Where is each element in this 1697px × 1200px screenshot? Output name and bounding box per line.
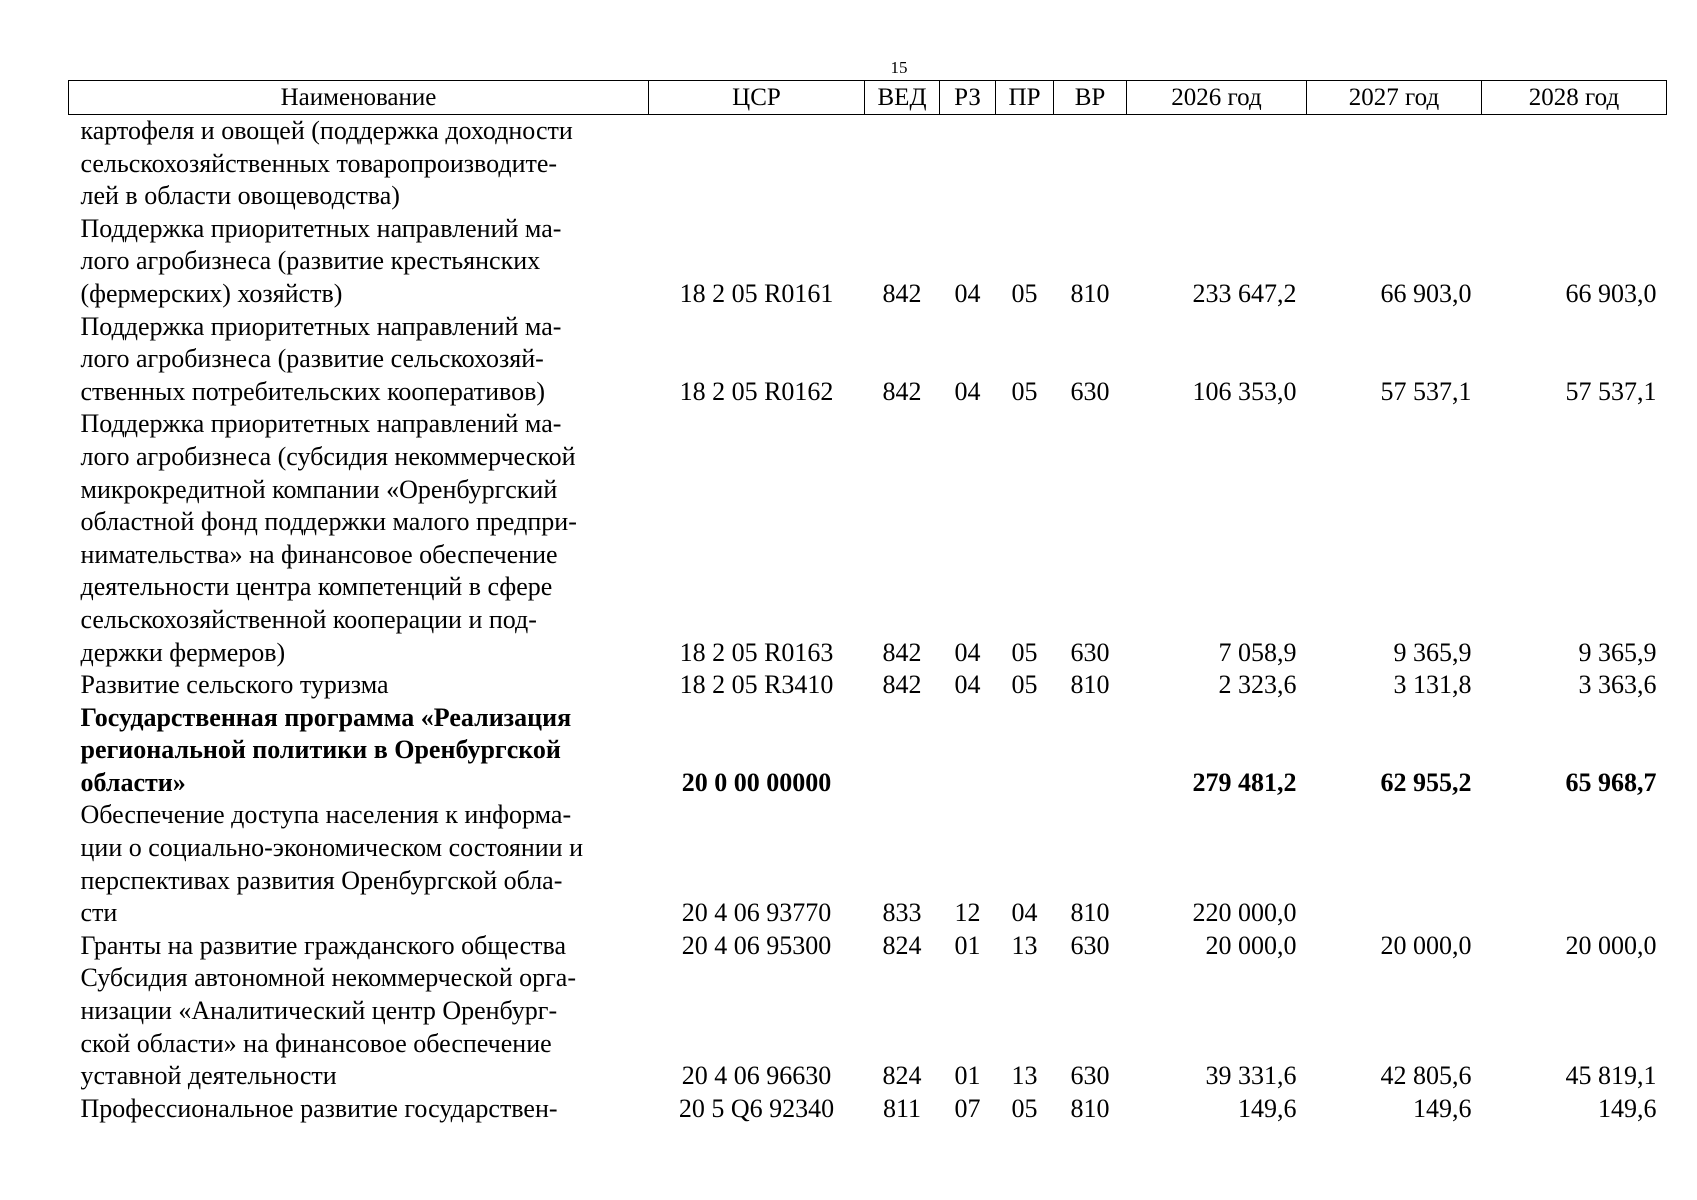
cell-ved: 842 [882,376,922,406]
cell-rz: 04 [954,637,981,667]
name-line: картофеля и овощей (поддержка доходности [80,116,573,145]
cell-vr: 810 [1070,670,1110,700]
cell-csr: 20 4 06 93770 [681,898,832,928]
table-row [69,930,1667,963]
table-row [69,702,1667,800]
table-row [69,115,1667,213]
cell-name [69,311,649,409]
name-line: сти [80,898,118,928]
cell-2028 [1482,799,1667,929]
header-row [69,81,1667,115]
cell-2028: 20 000,0 [1565,930,1657,960]
cell-name [69,115,649,213]
cell-rz [940,115,996,213]
table-row [69,1093,1667,1126]
name-line: низации «Аналитический центр Оренбург- [80,996,558,1026]
cell-pr: 13 [1011,930,1038,960]
name-line: перспективах развития Оренбургской обла- [80,865,563,895]
header-2027: 2027 год [1307,81,1482,115]
cell-2028: 65 968,7 [1565,767,1657,797]
header-pr: ПР [996,81,1054,115]
name-line: лей в области овощеводства) [80,181,400,211]
name-line: области» [80,767,186,797]
cell-vr [1054,702,1127,800]
cell-2026: 20 000,0 [1205,930,1297,960]
cell-2026 [1127,115,1307,213]
cell-2027: 57 537,1 [1380,376,1472,406]
cell-2028: 57 537,1 [1565,376,1657,406]
name-line: ственных потребительских кооперативов) [80,376,546,406]
name-line: сельскохозяйственных товаропроизводите- [80,148,558,178]
cell-vr: 630 [1070,637,1110,667]
table-body [69,115,1667,1126]
header-vr: ВР [1054,81,1127,115]
cell-pr: 04 [1011,898,1038,928]
name-line: Поддержка приоритетных направлений ма- [80,311,562,341]
header-csr: ЦСР [649,81,865,115]
cell-vr: 630 [1070,1061,1110,1091]
cell-2027: 42 805,6 [1380,1061,1472,1091]
cell-rz: 04 [954,670,981,700]
cell-ved: 824 [882,1061,922,1091]
cell-name [69,408,649,669]
cell-rz: 04 [954,278,981,308]
table-row [69,213,1667,311]
cell-csr [649,115,865,213]
cell-2028: 45 819,1 [1565,1061,1657,1091]
cell-ved [865,702,940,800]
table-row [69,311,1667,409]
cell-pr: 05 [1011,670,1038,700]
cell-2026: 39 331,6 [1205,1061,1297,1091]
header-name: Наименование [69,81,649,115]
name-line: микрокредитной компании «Оренбургский [80,474,558,504]
cell-2026: 106 353,0 [1192,376,1297,406]
cell-csr: 20 4 06 96630 [681,1061,832,1091]
name-line: деятельности центра компетенций в сфере [80,572,553,602]
cell-pr: 05 [1011,1093,1038,1123]
name-line: ции о социально-экономическом состоянии и [80,833,583,863]
cell-2028: 66 903,0 [1565,278,1657,308]
cell-2027 [1307,115,1482,213]
cell-vr: 810 [1070,278,1110,308]
cell-ved: 842 [882,670,922,700]
name-line: держки фермеров) [80,637,286,667]
name-line: уставной деятельности [80,1061,337,1091]
cell-ved: 842 [882,278,922,308]
cell-pr: 05 [1011,278,1038,308]
cell-name [69,930,649,963]
name-line: лого агробизнеса (развитие крестьянских [80,246,541,276]
name-line: лого агробизнеса (развитие сельскохозяй- [80,344,544,374]
cell-name [69,1093,649,1126]
cell-name [69,669,649,702]
name-line: Развитие сельского туризма [80,670,389,700]
name-line: Профессиональное развитие государствен- [80,1093,558,1123]
table-row [69,408,1667,669]
name-line: нимательства» на финансовое обеспечение [80,539,558,569]
cell-ved: 842 [882,637,922,667]
cell-ved: 833 [882,898,922,928]
cell-vr: 630 [1070,376,1110,406]
cell-rz [940,702,996,800]
cell-pr: 05 [1011,376,1038,406]
name-line: Субсидия автономной некоммерческой орга- [80,963,576,993]
cell-csr: 20 5 Q6 92340 [678,1093,835,1123]
cell-name [69,799,649,929]
page-number: 15 [890,58,908,77]
name-line: лого агробизнеса (субсидия некоммерческой [80,441,576,471]
table-row [69,962,1667,1092]
cell-vr: 810 [1070,1093,1110,1123]
cell-name [69,702,649,800]
cell-vr: 810 [1070,898,1110,928]
cell-rz: 12 [954,898,981,928]
cell-2026: 2 323,6 [1218,670,1297,700]
header-2028: 2028 год [1482,81,1667,115]
header-2026: 2026 год [1127,81,1307,115]
cell-2028: 149,6 [1598,1093,1657,1123]
cell-2027: 62 955,2 [1380,767,1472,797]
cell-2026: 279 481,2 [1192,767,1297,797]
header-ved: ВЕД [865,81,940,115]
cell-ved [865,115,940,213]
cell-2026: 233 647,2 [1192,278,1297,308]
cell-rz: 01 [954,1061,981,1091]
name-line: региональной политики в Оренбургской [80,735,561,765]
name-line: Государственная программа «Реализация [80,702,572,732]
table-row [69,669,1667,702]
cell-csr: 18 2 05 R3410 [679,670,834,700]
cell-2027: 20 000,0 [1380,930,1472,960]
name-line: Гранты на развитие гражданского общества [80,930,566,960]
cell-2026: 149,6 [1238,1093,1297,1123]
cell-pr: 13 [1011,1061,1038,1091]
cell-2027: 3 131,8 [1393,670,1472,700]
cell-2026: 7 058,9 [1218,637,1297,667]
cell-2027: 66 903,0 [1380,278,1472,308]
cell-csr: 18 2 05 R0162 [679,376,834,406]
cell-2026: 220 000,0 [1192,898,1297,928]
name-line: (фермерских) хозяйств) [80,278,343,308]
name-line: ской области» на финансовое обеспечение [80,1028,552,1058]
cell-ved: 811 [882,1093,922,1123]
name-line: сельскохозяйственной кооперации и под- [80,604,537,634]
cell-2027: 149,6 [1413,1093,1472,1123]
name-line: Поддержка приоритетных направлений ма- [80,213,562,243]
cell-2027 [1307,799,1482,929]
cell-csr: 20 4 06 95300 [681,930,832,960]
cell-pr: 05 [1011,637,1038,667]
cell-pr [996,115,1054,213]
cell-2028: 9 365,9 [1578,637,1657,667]
cell-pr [996,702,1054,800]
cell-name [69,962,649,1092]
cell-csr: 18 2 05 R0163 [679,637,834,667]
cell-name [69,213,649,311]
cell-2028 [1482,115,1667,213]
cell-ved: 824 [882,930,922,960]
cell-csr: 20 0 00 00000 [681,767,832,797]
cell-vr: 630 [1070,930,1110,960]
cell-rz: 04 [954,376,981,406]
budget-table [68,80,1667,1125]
table-row [69,799,1667,929]
cell-rz: 01 [954,930,981,960]
name-line: областной фонд поддержки малого предпри- [80,507,577,537]
cell-2028: 3 363,6 [1578,670,1657,700]
header-rz: РЗ [940,81,996,115]
cell-2027: 9 365,9 [1393,637,1472,667]
cell-rz: 07 [954,1093,981,1123]
name-line: Поддержка приоритетных направлений ма- [80,409,562,439]
name-line: Обеспечение доступа населения к информа- [80,800,572,830]
cell-vr [1054,115,1127,213]
cell-csr: 18 2 05 R0161 [679,278,834,308]
